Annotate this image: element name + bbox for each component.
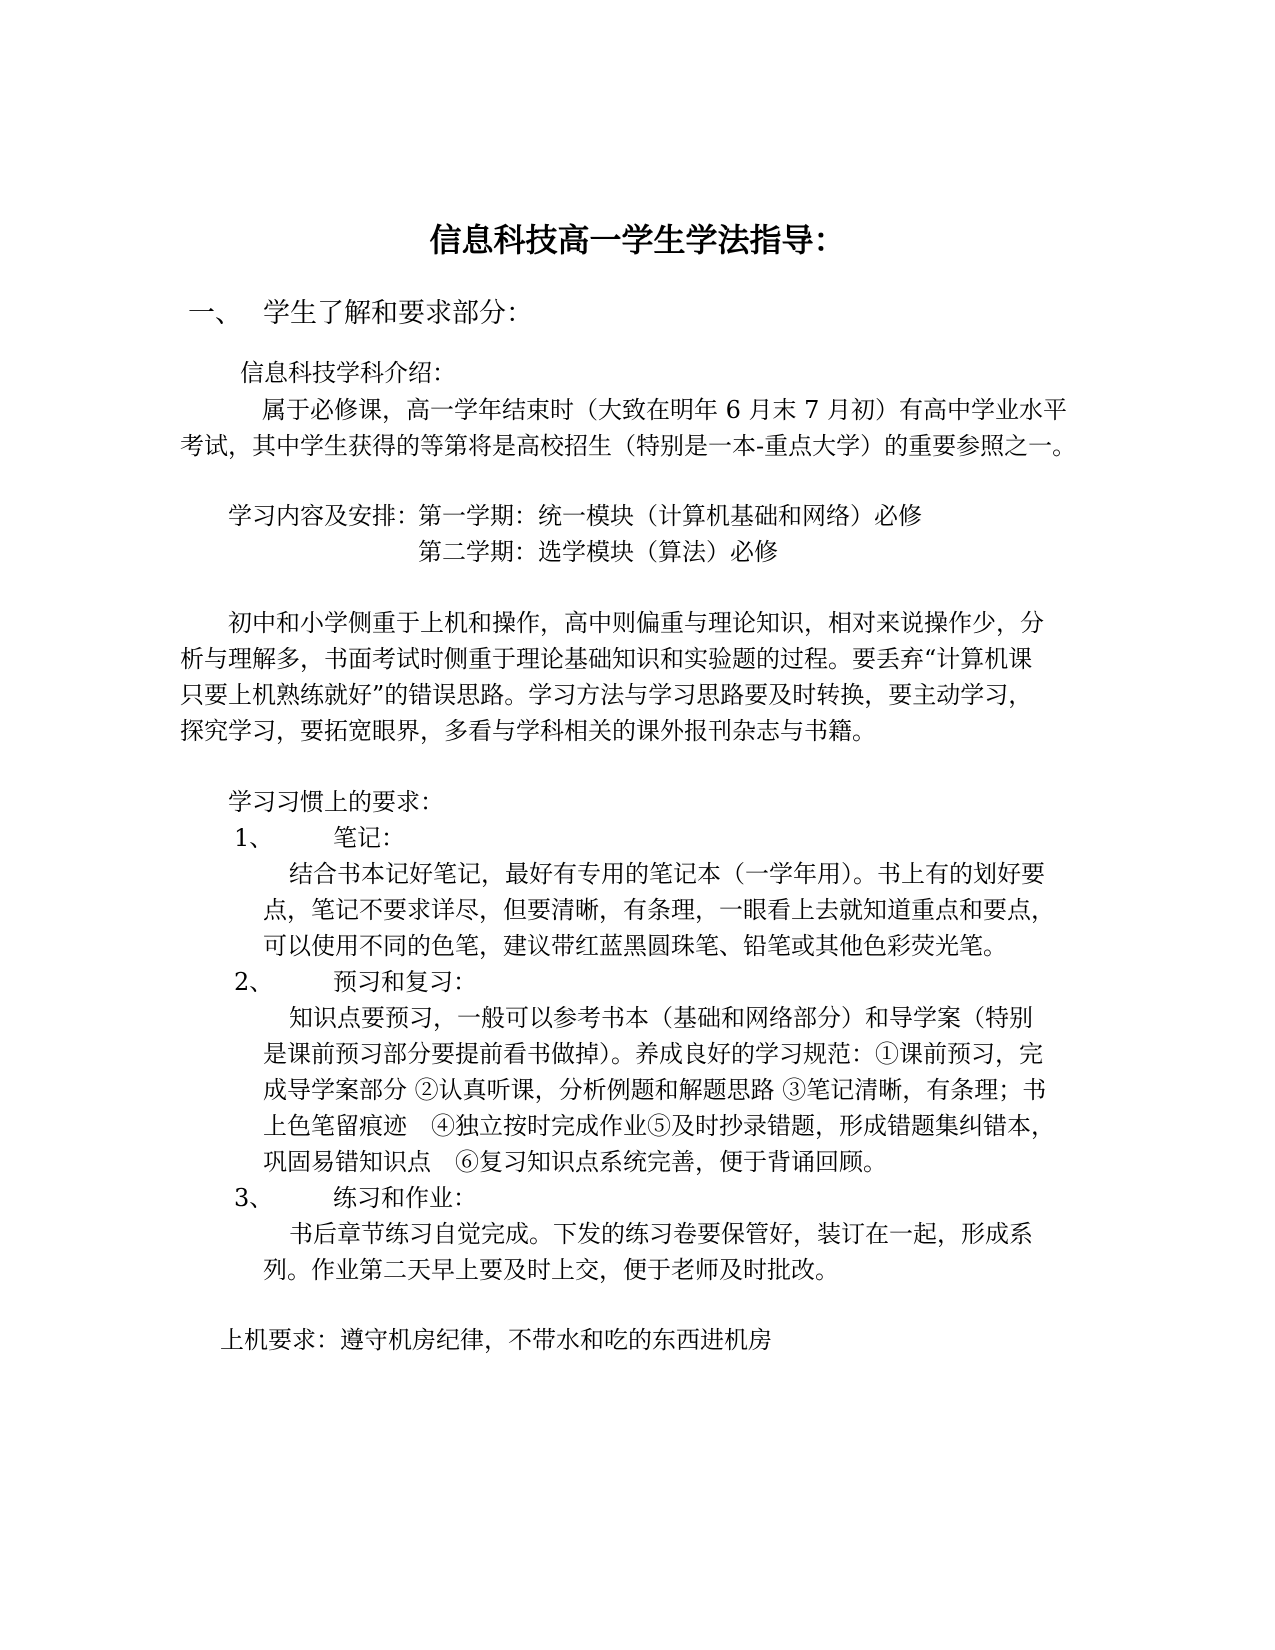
section-number: 一、 [188,298,242,329]
habit-2-number: 2、 [234,968,274,996]
habit-2-line-4: 上色笔留痕迹 ④独立按时完成作业⑤及时抄录错题，形成错题集纠错本， [263,1112,1055,1140]
approach-line-2: 析与理解多，书面考试时侧重于理论基础知识和实验题的过程。要丢弃“计算机课 [180,645,1033,673]
habit-2-line-3: 成导学案部分 ②认真听课，分析例题和解题思路 ③笔记清晰，有条理；书 [263,1076,1047,1104]
schedule-term-1: 第一学期：统一模块（计算机基础和网络）必修 [418,502,922,530]
approach-line-3: 只要上机熟练就好”的错误思路。学习方法与学习思路要及时转换，要主动学习， [180,681,1033,709]
habit-3-number: 3、 [234,1184,274,1212]
approach-line-1: 初中和小学侧重于上机和操作，高中则偏重与理论知识，相对来说操作少，分 [228,609,1044,637]
document-title: 信息科技高一学生学法指导： [429,221,846,259]
habit-3-line-2: 列。作业第二天早上要及时上交，便于老师及时批改。 [263,1256,839,1284]
habit-1-line-3: 可以使用不同的色笔，建议带红蓝黑圆珠笔、铅笔或其他色彩荧光笔。 [263,932,1007,960]
habit-1-title: 笔记： [333,824,405,852]
intro-line-1: 属于必修课，高一学年结束时（大致在明年 6 月末 7 月初）有高中学业水平 [262,396,1068,424]
habit-1-number: 1、 [234,824,274,852]
habit-3-line-1: 书后章节练习自觉完成。下发的练习卷要保管好，装订在一起，形成系 [289,1220,1033,1248]
habit-2-line-1: 知识点要预习，一般可以参考书本（基础和网络部分）和导学案（特别 [289,1004,1033,1032]
habit-3-title: 练习和作业： [333,1184,477,1212]
intro-line-2: 考试，其中学生获得的等第将是高校招生（特别是一本-重点大学）的重要参照之一。 [180,432,1077,460]
section-heading: 学生了解和要求部分： [263,298,533,329]
intro-label: 信息科技学科介绍： [240,359,456,387]
schedule-term-2: 第二学期：选学模块（算法）必修 [418,538,778,566]
approach-line-4: 探究学习，要拓宽眼界，多看与学科相关的课外报刊杂志与书籍。 [180,717,876,745]
schedule-label: 学习内容及安排： [228,502,420,530]
habits-label: 学习习惯上的要求： [228,788,444,816]
habit-2-line-2: 是课前预习部分要提前看书做掉）。养成良好的学习规范：①课前预习，完 [263,1040,1043,1068]
lab-requirement: 上机要求：遵守机房纪律，不带水和吃的东西进机房 [220,1326,772,1354]
habit-1-line-1: 结合书本记好笔记，最好有专用的笔记本（一学年用）。书上有的划好要 [289,860,1045,888]
habit-1-line-2: 点，笔记不要求详尽，但要清晰，有条理，一眼看上去就知道重点和要点， [263,896,1055,924]
habit-2-title: 预习和复习： [333,968,477,996]
habit-2-line-5: 巩固易错知识点 ⑥复习知识点系统完善，便于背诵回顾。 [263,1148,887,1176]
